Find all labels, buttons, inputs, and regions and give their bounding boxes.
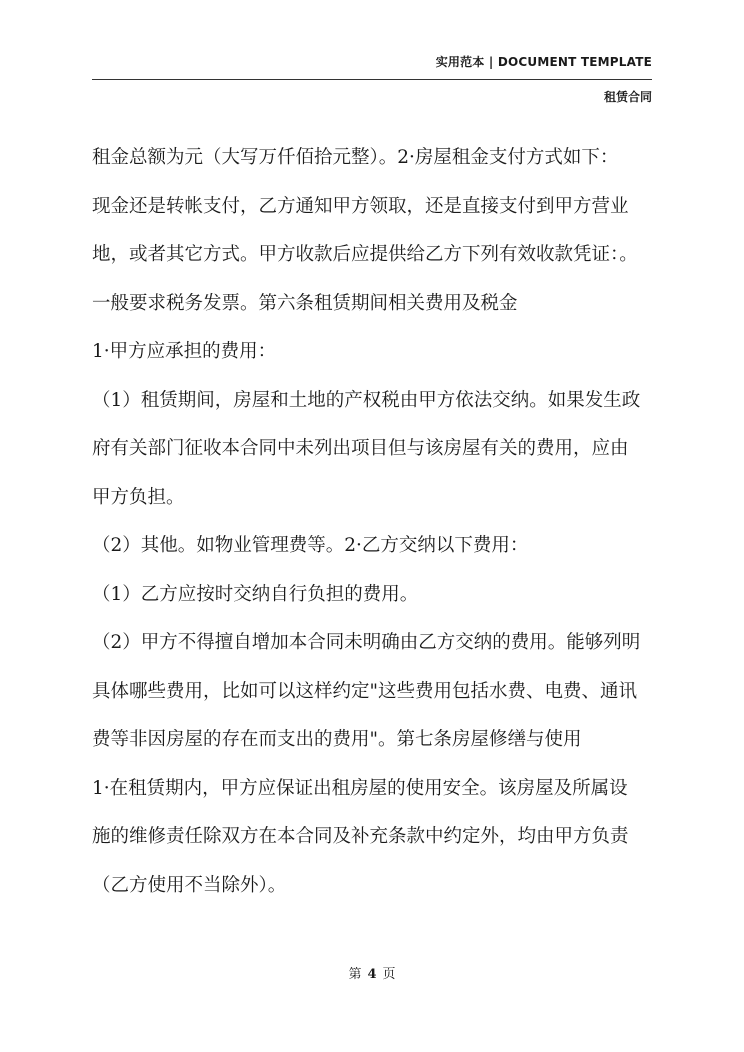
body-line: （2）甲方不得擅自增加本合同未明确由乙方交纳的费用。能够列明 [92,632,641,653]
body-line: （2）其他。如物业管理费等。2·乙方交纳以下费用： [92,535,529,556]
body-line: 地，或者其它方式。甲方收款后应提供给乙方下列有效收款凭证：。 [92,244,638,265]
page-footer [0,963,744,982]
header-title: 实用范本 | DOCUMENT TEMPLATE [435,55,652,69]
body-line: （乙方使用不当除外）。 [92,874,287,896]
header-divider [92,79,652,80]
page-suffix: 页 [382,967,396,982]
body-line: （1）乙方应按时交纳自行负担的费用。 [92,583,419,605]
body-line: 甲方负担。 [92,486,185,508]
body-line: 1·甲方应承担的费用： [92,341,277,362]
body-line: 一般要求税务发票。第六条租赁期间相关费用及税金 [92,292,518,314]
page-prefix: 第 [348,967,362,982]
body-line: （1）租赁期间，房屋和土地的产权税由甲方依法交纳。如果发生政 [92,389,641,411]
body-line: 现金还是转帐支付，乙方通知甲方领取，还是直接支付到甲方营业 [92,195,629,217]
body-line: 租金总额为元（大写万仟佰拾元整）。2·房屋租金支付方式如下： [92,147,619,168]
body-line: 1·在租赁期内，甲方应保证出租房屋的使用安全。该房屋及所属设 [92,777,628,799]
body-line: 府有关部门征收本合同中未列出项目但与该房屋有关的费用，应由 [92,438,629,459]
document-body [92,140,654,916]
body-line: 费等非因房屋的存在而支出的费用"。第七条房屋修缮与使用 [92,729,582,750]
page-number: 4 [367,967,377,982]
body-line: 施的维修责任除双方在本合同及补充条款中约定外，均由甲方负责 [92,826,629,847]
body-line: 具体哪些费用，比如可以这样约定"这些费用包括水费、电费、通讯 [92,680,638,702]
header-subtitle: 租赁合同 [603,90,652,104]
